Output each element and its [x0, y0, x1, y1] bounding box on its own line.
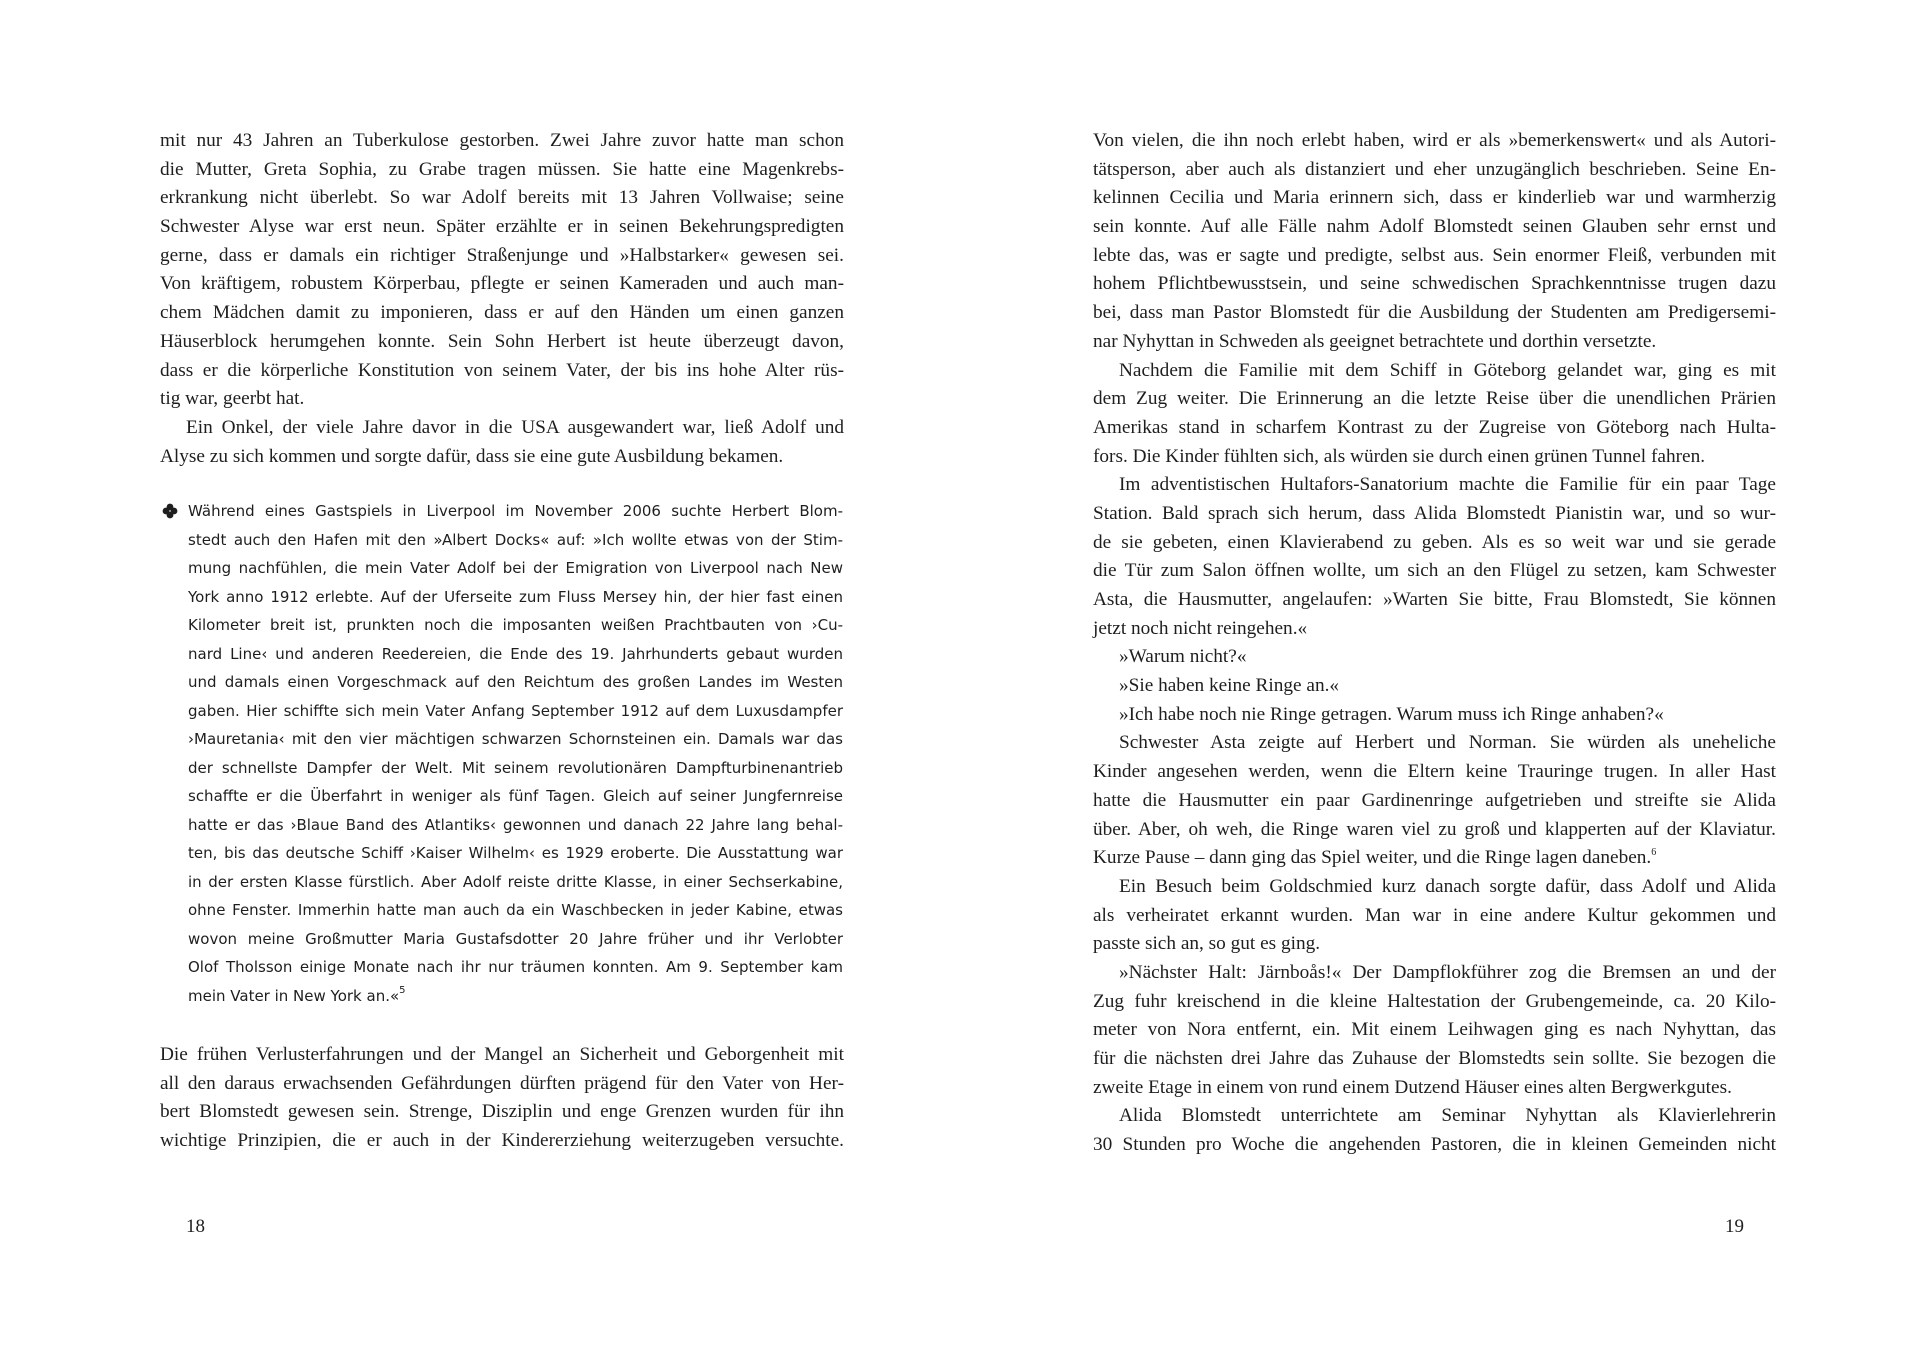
text-line-content: de sie gebeten, einen Klavierabend zu geben. Als es so weit war und sie gerade: [1093, 531, 1776, 553]
left-bottom-paragraph: [160, 1041, 844, 1156]
text-line: [1093, 701, 1776, 730]
text-line: [1093, 1102, 1776, 1131]
text-line-content: Schwester Asta zeigte auf Herbert und Norman. Sie würden als uneheliche: [1119, 732, 1776, 754]
quote-line: ten, bis das deutsche Schiff ›Kaiser Wilhelm‹ es 1929 eroberte. Die Ausstattung war: [188, 844, 843, 862]
text-line: [1093, 1131, 1776, 1160]
quote-line: mung nachfühlen, die mein Vater Adolf bei der Emigration von Liverpool nach New: [188, 559, 843, 577]
text-line-content: über. Aber, oh weh, die Ringe waren viel zu groß und klapperten auf der Klaviatur.: [1093, 818, 1776, 840]
text-line-content: »Nächster Halt: Järnboås!« Der Dampflokführer zog die Bremsen an und der: [1119, 961, 1776, 983]
text-line-content: Amerikas stand in scharfem Kontrast zu der Zugreise von Göteborg nach Hulta-: [1093, 416, 1776, 438]
text-line-content: Kurze Pause – dann ging das Spiel weiter, und die Ringe lagen daneben.: [1093, 847, 1652, 869]
text-line-content: zweite Etage in einem von rund einem Dutzend Häuser eines alten Bergwerkgutes.: [1093, 1076, 1732, 1098]
text-line-content: für die nächsten drei Jahre das Zuhause der Blomstedts sein sollte. Sie bezogen die: [1093, 1048, 1776, 1069]
text-line: [1093, 902, 1776, 931]
quote-line: wovon meine Großmutter Maria Gustafsdotter 20 Jahre früher und ihr Verlobter: [188, 929, 843, 948]
text-line-content: Im adventistischen Hultafors-Sanatorium machte die Familie für ein paar Tage: [1119, 474, 1776, 496]
text-line: [1093, 443, 1776, 472]
text-line: [1093, 471, 1776, 500]
clover-icon: [162, 503, 178, 519]
text-line: [1093, 414, 1776, 443]
quote-line: Olof Tholsson einige Monate nach ihr nur träumen konnten. Am 9. September kam: [188, 958, 843, 976]
text-line-content: jetzt noch nicht reingehen.«: [1093, 617, 1308, 639]
quote-line: in der ersten Klasse fürstlich. Aber Adolf reiste dritte Klasse, in einer Sechserkabine,: [188, 872, 843, 891]
text-line: [1093, 500, 1776, 529]
right-page-text: [1093, 127, 1776, 1160]
text-line: [1093, 1074, 1776, 1103]
text-line: [1093, 557, 1776, 586]
text-line: [1093, 127, 1776, 156]
text-line: [1093, 213, 1776, 242]
text-line-content: Von vielen, die ihn noch erlebt haben, wird er als »bemerkenswert« und als Autori-: [1093, 130, 1776, 151]
quote-line: gaben. Hier schiffte sich mein Vater Anfang September 1912 auf dem Luxusdampfer: [188, 701, 843, 720]
text-line-content: meter von Nora entfernt, ein. Mit einem Leihwagen ging es nach Nyhyttan, das: [1093, 1019, 1776, 1041]
quote-box: [188, 497, 843, 1010]
quote-line: und damals einen Vorgeschmack auf den Reichtum des großen Landes im Westen: [188, 673, 843, 691]
text-line: [1093, 615, 1776, 644]
text-line-content: tätsperson, aber auch als distanziert und eher unzugänglich beschrieben. Seine En-: [1093, 158, 1776, 180]
text-line: mit nur 43 Jahren an Tuberkulose gestorben. Zwei Jahre zuvor hatte man schon: [160, 130, 844, 151]
text-line: tig war, geerbt hat.: [160, 388, 305, 410]
text-line: [1093, 242, 1776, 271]
text-line-content: Zug fuhr kreischend in die kleine Haltestation der Grubengemeinde, ca. 20 Kilo-: [1093, 990, 1776, 1012]
text-line: [1093, 299, 1776, 328]
text-line: [1093, 816, 1776, 845]
quote-line: stedt auch den Hafen mit den »Albert Docks« auf: »Ich wollte etwas von der Stim-: [188, 530, 843, 549]
text-line: erkrankung nicht überlebt. So war Adolf bereits mit 13 Jahren Vollwaise; seine: [160, 187, 844, 209]
text-line-content: Station. Bald sprach sich herum, dass Alida Blomstedt Pianistin war, und so wur-: [1093, 502, 1776, 524]
text-line: [1093, 328, 1776, 357]
text-line-content: »Ich habe noch nie Ringe getragen. Warum muss ich Ringe anhaben?«: [1119, 703, 1664, 725]
text-line-content: nar Nyhyttan in Schweden als geeignet betrachtete und dorthin versetzte.: [1093, 330, 1657, 352]
text-line: Die frühen Verlusterfahrungen und der Mangel an Sicherheit und Geborgenheit mit: [160, 1044, 844, 1065]
quote-line-text: mein Vater in New York an.«: [188, 986, 400, 1005]
text-line: [1093, 729, 1776, 758]
text-line-content: Kinder angesehen werden, wenn die Eltern keine Trauringe trugen. In aller Hast: [1093, 761, 1776, 783]
text-line: Alyse zu sich kommen und sorgte dafür, dass sie eine gute Ausbildung bekamen.: [160, 445, 784, 467]
text-line-content: hatte die Hausmutter ein paar Gardinenringe aufgetrieben und streifte sie Alida: [1093, 789, 1776, 811]
quote-line: ohne Fenster. Immerhin hatte man auch da ein Waschbecken in jeder Kabine, etwas: [188, 901, 843, 919]
text-line: [1093, 844, 1776, 873]
text-line: dass er die körperliche Konstitution von seinem Vater, der bis ins hohe Alter rüs-: [160, 359, 844, 381]
text-line: [1093, 184, 1776, 213]
quote-line: nard Line‹ und anderen Reedereien, die Ende des 19. Jahrhunderts gebaut wurden: [188, 644, 843, 663]
text-line: Häuserblock herumgehen konnte. Sein Sohn Herbert ist heute überzeugt davon,: [160, 330, 844, 352]
text-line-content: Alida Blomstedt unterrichtete am Seminar Nyhyttan als Klavierlehrerin: [1119, 1105, 1776, 1127]
text-line: wichtige Prinzipien, die er auch in der Kindererziehung weiterzugeben versuchte.: [160, 1130, 844, 1152]
text-line: [1093, 643, 1776, 672]
text-line: [1093, 1045, 1776, 1074]
text-line-content: »Sie haben keine Ringe an.«: [1119, 675, 1340, 697]
text-line-content: als verheiratet erkannt wurden. Man war in eine andere Kultur gekommen und: [1093, 904, 1776, 926]
left-top-paragraph: [160, 127, 844, 471]
text-line-content: bei, dass man Pastor Blomstedt für die Ausbildung der Studenten am Predigersemi-: [1093, 302, 1776, 324]
page-number: 19: [1725, 1216, 1744, 1237]
quote-line: hatte er das ›Blaue Band des Atlantiks‹ gewonnen und danach 22 Jahre lang behal-: [188, 815, 843, 834]
text-line: [1093, 529, 1776, 558]
text-line-content: kelinnen Cecilia und Maria erinnern sich, dass er kinderlieb war und warmherzig: [1093, 187, 1776, 209]
text-line-content: passte sich an, so gut es ging.: [1093, 933, 1321, 955]
text-line-content: Ein Besuch beim Goldschmied kurz danach sorgte dafür, dass Adolf und Alida: [1119, 875, 1776, 897]
quote-line: ›Mauretania‹ mit den vier mächtigen schwarzen Schornsteinen ein. Damals war das: [188, 730, 843, 748]
text-line-content: 30 Stunden pro Woche die angehenden Pastoren, die in kleinen Gemeinden nicht: [1093, 1134, 1776, 1156]
quote-line: der schnellste Dampfer der Welt. Mit seinem revolutionären Dampfturbinenantrieb: [188, 758, 843, 777]
footnote-marker: 5: [399, 984, 406, 996]
text-line-content: hohem Pflichtbewusstsein, und seine schwedischen Sprachkenntnisse trugen dazu: [1093, 273, 1776, 295]
text-line-content: die Tür zum Salon öffnen wollte, um sich an den Flügel zu setzen, kam Schwester: [1093, 560, 1776, 582]
quote-line: Kilometer breit ist, prunkten noch die imposanten weißen Prachtbauten von ›Cu-: [188, 616, 843, 634]
text-line: [1093, 930, 1776, 959]
text-line: [1093, 873, 1776, 902]
text-line-content: Nachdem die Familie mit dem Schiff in Göteborg gelandet war, ging es mit: [1119, 359, 1776, 381]
text-line: Schwester Alyse war erst neun. Später erzählte er in seinen Bekehrungspredigten: [160, 216, 844, 238]
text-line-content: lebte das, was er sagte und predigte, selbst aus. Sein enormer Fleiß, verbunden mit: [1093, 244, 1776, 266]
text-line: [1093, 988, 1776, 1017]
text-line-content: Asta, die Hausmutter, angelaufen: »Warten Sie bitte, Frau Blomstedt, Sie können: [1093, 589, 1776, 610]
quote-line: Während eines Gastspiels in Liverpool im November 2006 suchte Herbert Blom-: [188, 502, 843, 520]
text-line: [1093, 959, 1776, 988]
text-line-content: sein konnte. Auf alle Fälle nahm Adolf Blomstedt seinen Glauben sehr ernst und: [1093, 216, 1776, 238]
quote-line: [188, 982, 843, 1011]
quote-line: schaffte er die Überfahrt in weniger als fünf Tagen. Gleich auf seiner Jungfernreise: [188, 787, 843, 805]
page-number: 18: [186, 1216, 205, 1237]
quote-line: York anno 1912 erlebte. Auf der Uferseite zum Fluss Mersey hin, der hier fast einen: [188, 587, 843, 606]
text-line: die Mutter, Greta Sophia, zu Grabe tragen müssen. Sie hatte eine Magenkrebs-: [160, 158, 844, 180]
text-line: [1093, 758, 1776, 787]
text-line: chem Mädchen damit zu imponieren, dass er auf den Händen um einen ganzen: [160, 302, 844, 324]
text-line: all den daraus erwachsenden Gefährdungen dürften prägend für den Vater von Her-: [160, 1072, 844, 1094]
text-line: [1093, 270, 1776, 299]
text-line-content: »Warum nicht?«: [1119, 646, 1247, 668]
text-line-content: fors. Die Kinder fühlten sich, als würden sie durch einen grünen Tunnel fahren.: [1093, 445, 1706, 467]
text-line: Von kräftigem, robustem Körperbau, pflegte er seinen Kameraden und auch man-: [160, 273, 844, 295]
text-line: [1093, 672, 1776, 701]
text-line: Ein Onkel, der viele Jahre davor in die USA ausgewandert war, ließ Adolf und: [186, 416, 844, 438]
text-line: [1093, 787, 1776, 816]
text-line: [1093, 357, 1776, 386]
text-line: bert Blomstedt gewesen sein. Strenge, Disziplin und enge Grenzen wurden für ihn: [160, 1101, 844, 1123]
text-line-content: dem Zug weiter. Die Erinnerung an die letzte Reise über die unendlichen Prärien: [1093, 388, 1776, 410]
text-line: [1093, 156, 1776, 185]
footnote-marker: 6: [1651, 847, 1657, 859]
text-line: [1093, 1016, 1776, 1045]
text-line: gerne, dass er damals ein richtiger Straßenjunge und »Halbstarker« gewesen sei.: [160, 244, 844, 266]
text-line: [1093, 385, 1776, 414]
text-line: [1093, 586, 1776, 615]
